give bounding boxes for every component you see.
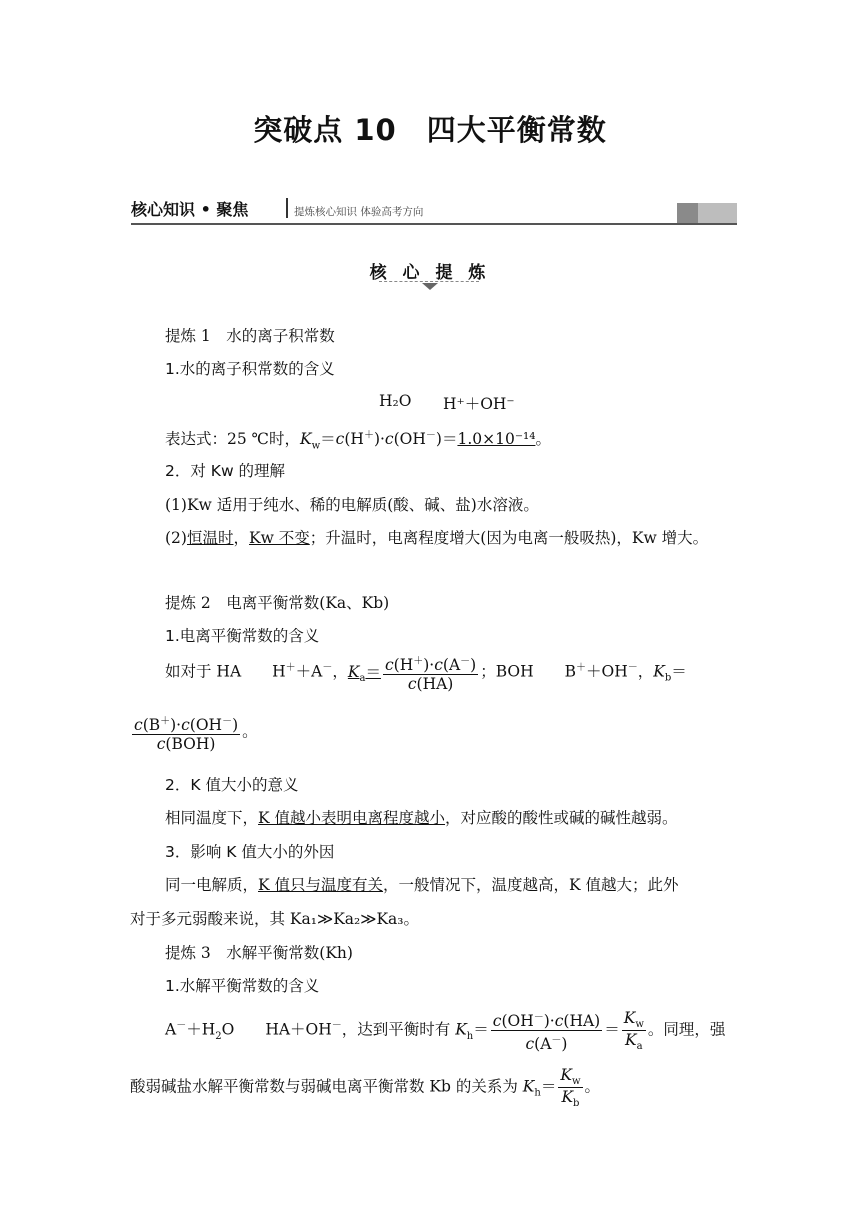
section-bar-separator: [286, 198, 288, 218]
t1-expr-value: 1.0×10⁻¹⁴: [457, 430, 536, 449]
t2-p2-post: ，对应酸的酸性或碱的碱性越弱。: [445, 809, 678, 827]
title-part2: 四大平衡常数: [426, 113, 607, 147]
core-heading-arrow-icon: [422, 283, 438, 290]
t2-p2-underline: K 值越小表明电离程度越小: [258, 809, 446, 827]
t1-p2: (2)恒温时，Kw 不变；升温时，电离程度增大(因为电离一般吸热)，Kw 增大。: [165, 529, 709, 547]
page-title: [0, 108, 860, 149]
t1-eq-right: H⁺＋OH⁻: [443, 395, 515, 413]
title-part1: 突破点 10: [253, 113, 397, 147]
section-bar-dark-block: [677, 203, 698, 223]
section-bar-line: [131, 223, 737, 225]
t3-line2-text: 酸弱碱盐水解平衡常数与弱碱电离平衡常数 Kb 的关系为: [130, 1077, 523, 1096]
section-bar-sub: 提炼核心知识 体验高考方向: [294, 206, 424, 218]
t2-heading: 提炼 2 电离平衡常数(Ka、Kb): [165, 594, 390, 612]
t1-expression: 表达式：25 ℃时，$K_w=c(H^+)\cdot c(OH^-)=1.0\times 10^{-14}$。: [165, 430, 551, 452]
t2-p3-line2: 对于多元弱酸来说，其 Ka₁≫Ka₂≫Ka₃。: [130, 910, 419, 928]
t1-expr-prefix: 表达式：25 ℃时，: [165, 430, 300, 449]
t2-formula-line: 如对于 HA H＋＋A－，$K_a=$ $\frac{c(H^+)\cdot c(A^-)}{c(HA)}$ ；BOH B＋＋OH－，$K_b=$: [165, 652, 687, 693]
t3-line1-end: 。同理，强: [647, 1020, 726, 1039]
t2-h2: 2．K 值大小的意义: [165, 776, 299, 794]
t1-expr-suffix: 。: [535, 430, 551, 449]
section-bar-main: 核心知识 • 聚焦: [131, 200, 249, 219]
t2-p3-underline: K 值只与温度有关: [258, 876, 384, 894]
t2-p2-pre: 相同温度下，: [165, 809, 259, 827]
t2-h3: 3．影响 K 值大小的外因: [165, 843, 335, 861]
t2-kb-formula: $\frac{c(B^+)\cdot c(OH^-)}{\text{c(BOH)}}$ 。: [130, 712, 258, 753]
t1-h1: 1.水的离子积常数的含义: [165, 360, 335, 378]
t3-line2: 酸弱碱盐水解平衡常数与弱碱电离平衡常数 Kb 的关系为 $K_h=$ $\frac{K_w}{K_b}$ 。: [130, 1066, 601, 1110]
t1-p2-rest: ；升温时，电离程度增大(因为电离一般吸热)，Kw 增大。: [309, 529, 709, 547]
t2-p3-pre: 同一电解质，: [165, 876, 259, 894]
t2-p2: [165, 806, 678, 828]
section-bar-light-block: [698, 203, 737, 223]
t3-h1: 1.水解平衡常数的含义: [165, 977, 320, 995]
t3-line1-mid: ，达到平衡时有: [341, 1020, 456, 1039]
t2-h1: 1.电离平衡常数的含义: [165, 627, 320, 645]
t1-p1: (1)Kw 适用于纯水、稀的电解质(酸、碱、盐)水溶液。: [165, 496, 539, 514]
t1-p2-u1: 恒温时: [186, 529, 234, 547]
t1-heading: 提炼 1 水的离子积常数: [165, 327, 335, 345]
t2-p3-post: ，一般情况下，温度越高，K 值越大；此外: [383, 876, 679, 894]
t3-line1: $A^-+H_2O$ HA＋OH－，达到平衡时有 $K_h=$ $\frac{c(OH^-)\cdot c(HA)}{c(A^-)}$ ＝ $\frac{K_w}{K_a}$ 。同理，强: [165, 1009, 726, 1054]
t1-h2: 2．对 Kw 的理解: [165, 462, 286, 480]
t2-p3: [165, 873, 679, 895]
t1-p2-u2: Kw 不变: [249, 529, 310, 547]
t3-heading: 提炼 3 水解平衡常数(Kh): [165, 944, 353, 962]
core-heading-dash: [379, 281, 479, 282]
core-heading: 核 心 提 炼: [369, 263, 491, 283]
t1-eq-left: H₂O: [379, 392, 412, 410]
